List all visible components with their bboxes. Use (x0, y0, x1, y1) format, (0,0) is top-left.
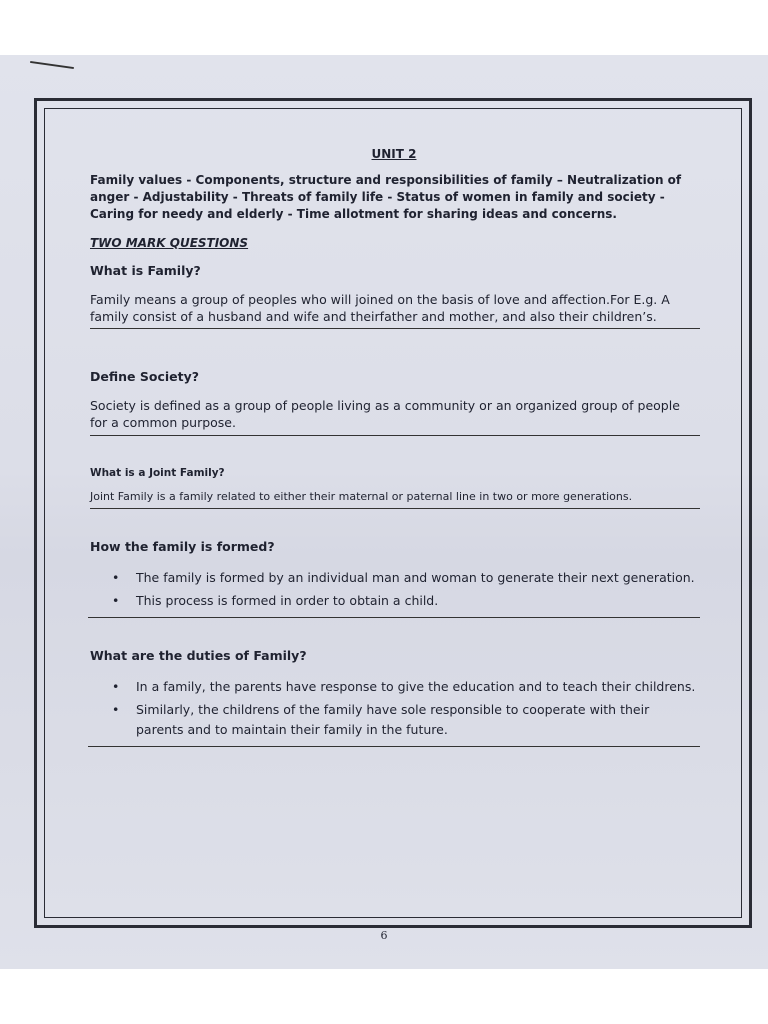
page-number: 6 (380, 929, 388, 942)
answer-define-society: Society is defined as a group of people living as a community or an organized group of people for a common purpose. (90, 398, 700, 436)
list-item: • The family is formed by an individual man and woman to generate their next generation. (136, 568, 700, 588)
list-item: • This process is formed in order to obtain a child. (136, 591, 700, 611)
list-item: • In a family, the parents have response to give the education and to teach their childrens. (136, 677, 700, 697)
list-item: • Similarly, the childrens of the family have sole responsible to cooperate with their parents and to maintain their family in the future. (136, 700, 700, 740)
syllabus-text: Family values - Components, structure and responsibilities of family – Neutralization of anger - Adjustability - Threats of family life - Status of women in family and society - Caring for needy and elderly - Time allotment for sharing ideas and concerns. (90, 173, 682, 221)
answer-what-is-family: Family means a group of peoples who will joined on the basis of love and affection.For E.g. A family consist of a husband and wife and theirfather and mother, and also their children’s. (90, 292, 700, 330)
unit-title: UNIT 2 (371, 147, 417, 161)
question-joint-family: What is a Joint Family? (90, 467, 225, 480)
page-content (88, 146, 700, 747)
answer-joint-family: Joint Family is a family related to either their maternal or paternal line in two or more generations. (90, 490, 700, 509)
question-define-society: Define Society? (90, 369, 199, 385)
answer-duties-of-family-list (88, 677, 700, 747)
section-heading: TWO MARK QUESTIONS (90, 235, 249, 250)
question-duties-of-family: What are the duties of Family? (90, 647, 307, 663)
question-family-formed: How the family is formed? (90, 539, 275, 555)
question-what-is-family: What is Family? (90, 262, 201, 278)
answer-family-formed-list (88, 568, 700, 618)
